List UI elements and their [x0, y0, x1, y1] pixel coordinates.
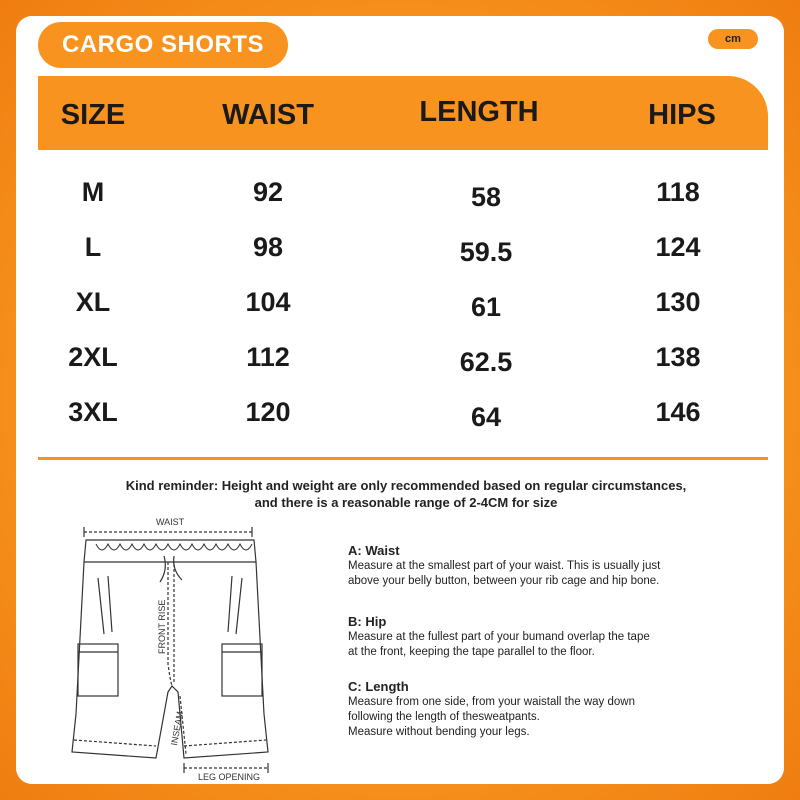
header-waist: WAIST	[222, 99, 314, 131]
measure-text: Measure without bending your legs.	[348, 726, 530, 738]
measure-text: Measure from one side, from your waistall the way down	[348, 696, 635, 708]
size-chart-card	[16, 16, 784, 784]
measure-heading: A: Waist	[348, 543, 400, 558]
cell-waist: 104	[245, 287, 291, 317]
leg-opening-label: LEG OPENING	[198, 772, 261, 782]
header-size: SIZE	[60, 99, 126, 131]
kind-reminder	[56, 477, 756, 511]
measure-text: following the length of thesweatpants.	[348, 711, 540, 723]
shorts-outline	[72, 562, 268, 758]
measure-text: above your belly button, between your rib cage and hip bone.	[348, 575, 660, 587]
waistband-shape	[84, 540, 256, 562]
cell-waist: 120	[245, 397, 291, 427]
section-divider	[38, 457, 768, 460]
cell-size: 3XL	[68, 397, 118, 427]
measure-text: Measure at the smallest part of your waist. This is usually just	[348, 560, 661, 572]
hip-instructions	[348, 613, 768, 660]
inseam-label: INSEAM	[169, 710, 185, 747]
header-length: LENGTH	[419, 96, 539, 128]
waist-instructions	[348, 542, 768, 589]
cell-hips: 130	[655, 287, 701, 317]
length-instructions	[348, 678, 768, 740]
measure-text: at the front, keeping the tape parallel to the floor.	[348, 646, 595, 658]
cell-length: 61	[470, 292, 502, 322]
unit-badge: cm	[708, 29, 758, 49]
measure-heading: C: Length	[348, 679, 409, 694]
product-title: CARGO SHORTS	[38, 22, 288, 68]
front-rise-label: FRONT RISE	[157, 599, 167, 654]
header-hips: HIPS	[648, 99, 716, 131]
cell-size: XL	[75, 287, 111, 317]
cell-length: 62.5	[459, 347, 513, 377]
cell-size: M	[81, 177, 105, 207]
cell-hips: 118	[656, 177, 700, 207]
reminder-line: Kind reminder: Height and weight are only recommended based on regular circumstances,	[125, 478, 687, 493]
waist-label: WAIST	[156, 517, 185, 527]
cell-waist: 112	[246, 342, 290, 372]
cell-hips: 124	[655, 232, 701, 262]
cell-size: L	[84, 232, 102, 262]
cell-hips: 146	[655, 397, 701, 427]
cell-length: 58	[470, 182, 502, 212]
cell-length: 59.5	[459, 237, 513, 267]
cell-waist: 92	[252, 177, 284, 207]
measure-heading: B: Hip	[348, 614, 387, 629]
shorts-measurement-diagram	[56, 514, 316, 782]
cell-length: 64	[470, 402, 502, 432]
cell-waist: 98	[252, 232, 284, 262]
cell-hips: 138	[655, 342, 701, 372]
table-header	[38, 76, 768, 150]
measure-text: Measure at the fullest part of your bumand overlap the tape	[348, 631, 650, 643]
reminder-line: and there is a reasonable range of 2-4CM for size	[254, 495, 558, 510]
cell-size: 2XL	[68, 342, 118, 372]
